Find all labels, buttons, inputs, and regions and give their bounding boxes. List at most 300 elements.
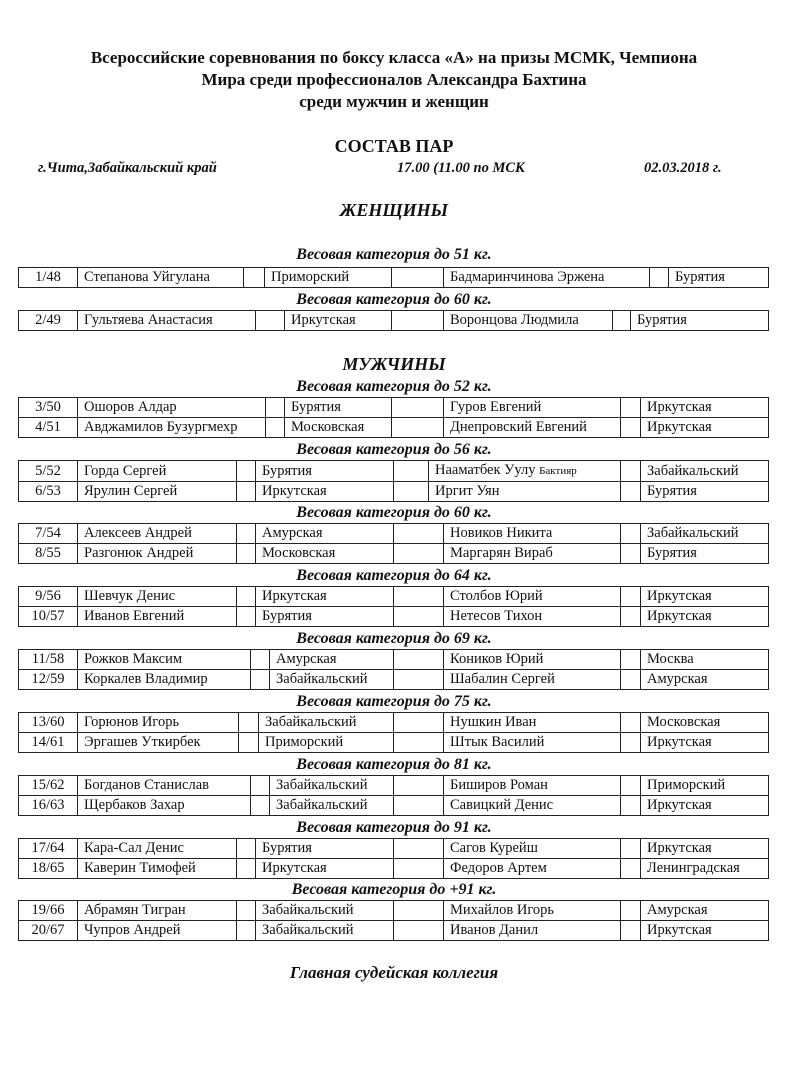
red-corner-name-text: Щербаков Захар <box>84 797 185 813</box>
spacer-cell <box>266 398 285 418</box>
bout-number <box>19 398 78 418</box>
red-corner-region <box>256 587 394 607</box>
weight-category-label: Весовая категория до 75 кг. <box>296 693 492 710</box>
pairs-table <box>18 649 769 690</box>
spacer-cell <box>394 733 444 753</box>
bout-number <box>19 713 78 733</box>
bout-number <box>19 482 78 502</box>
bout-number-text: 9/56 <box>35 588 61 604</box>
red-corner-name-text: Чупров Андрей <box>84 922 181 938</box>
blue-corner-name-text: Нетесов Тихон <box>450 608 543 624</box>
blue-corner-region <box>641 398 769 418</box>
red-corner-name-text: Богданов Станислав <box>84 777 209 793</box>
date: 02.03.2018 г. <box>644 160 722 176</box>
blue-corner-region-text: Иркутская <box>647 922 712 938</box>
spacer-cell <box>237 461 256 482</box>
blue-corner-name-text: Бадмаринчинова Эржена <box>450 269 605 285</box>
red-corner-name <box>78 524 237 544</box>
red-corner-region-text: Приморский <box>265 734 344 750</box>
blue-corner-region-text: Забайкальский <box>647 525 739 541</box>
bout-number <box>19 607 78 627</box>
red-corner-region-text: Бурятия <box>262 608 312 624</box>
blue-corner-name <box>444 776 621 796</box>
pair-row <box>19 650 769 670</box>
blue-corner-name-text: Иргит Уян <box>435 483 500 499</box>
spacer-cell <box>237 859 256 879</box>
blue-corner-region-text: Амурская <box>647 902 708 918</box>
blue-corner-region <box>641 482 769 502</box>
spacer-cell <box>621 839 641 859</box>
spacer-cell <box>251 650 270 670</box>
red-corner-name-text: Ярулин Сергей <box>84 483 178 499</box>
weight-category-label: Весовая категория до 81 кг. <box>296 756 492 773</box>
pairs-table <box>18 397 769 438</box>
spacer-cell <box>392 418 444 438</box>
spacer-cell <box>251 776 270 796</box>
pairs-table <box>18 267 769 288</box>
red-corner-name-text: Горюнов Игорь <box>84 714 180 730</box>
bout-number-text: 11/58 <box>31 651 65 667</box>
spacer-cell <box>394 650 444 670</box>
red-corner-name <box>78 544 237 564</box>
red-corner-region <box>256 901 394 921</box>
red-corner-region <box>259 733 394 753</box>
weight-category-label: Весовая категория до 56 кг. <box>296 441 492 458</box>
red-corner-region-text: Амурская <box>276 651 337 667</box>
blue-corner-name <box>444 859 621 879</box>
blue-corner-name-text: Штык Василий <box>450 734 545 750</box>
bout-number <box>19 670 78 690</box>
blue-corner-region-text: Бурятия <box>675 269 725 285</box>
bout-number-text: 6/53 <box>35 483 61 499</box>
pair-row <box>19 921 769 941</box>
blue-corner-name-text: Шабалин Сергей <box>450 671 555 687</box>
spacer-cell <box>394 461 429 482</box>
blue-corner-region-text: Иркутская <box>647 588 712 604</box>
bout-number <box>19 796 78 816</box>
pair-row <box>19 839 769 859</box>
blue-corner-region <box>631 311 769 331</box>
pair-row <box>19 398 769 418</box>
red-corner-name <box>78 921 237 941</box>
blue-corner-region <box>641 650 769 670</box>
pair-row <box>19 461 769 482</box>
red-corner-name-text: Абрамян Тигран <box>84 902 186 918</box>
blue-corner-region <box>641 418 769 438</box>
weight-category-label: Весовая категория до 64 кг. <box>296 567 492 584</box>
spacer-cell <box>621 607 641 627</box>
red-corner-region <box>285 418 392 438</box>
pair-row <box>19 587 769 607</box>
red-corner-name <box>78 796 251 816</box>
spacer-cell <box>394 859 444 879</box>
red-corner-region <box>270 796 394 816</box>
bout-number <box>19 461 78 482</box>
blue-corner-name <box>444 587 621 607</box>
spacer-cell <box>613 311 631 331</box>
blue-corner-region-text: Иркутская <box>647 608 712 624</box>
spacer-cell <box>237 607 256 627</box>
blue-corner-name-text: Гуров Евгений <box>450 399 542 415</box>
weight-category-label: Весовая категория до 52 кг. <box>296 378 492 395</box>
bout-number-text: 7/54 <box>35 525 61 541</box>
bout-number <box>19 650 78 670</box>
red-corner-region-text: Иркутская <box>262 860 327 876</box>
blue-corner-name-text: Нушкин Иван <box>450 714 537 730</box>
bout-number <box>19 268 78 288</box>
blue-corner-name <box>444 398 621 418</box>
weight-category-label: Весовая категория до 91 кг. <box>296 819 492 836</box>
blue-corner-region <box>641 839 769 859</box>
blue-corner-region <box>641 524 769 544</box>
red-corner-name-text: Коркалев Владимир <box>84 671 208 687</box>
spacer-cell <box>650 268 669 288</box>
pair-row <box>19 670 769 690</box>
blue-corner-name <box>444 524 621 544</box>
blue-corner-region <box>641 901 769 921</box>
blue-corner-region <box>641 587 769 607</box>
location: г.Чита,Забайкальский край <box>38 160 217 176</box>
pair-row <box>19 796 769 816</box>
pair-row <box>19 482 769 502</box>
pair-row <box>19 418 769 438</box>
blue-corner-name <box>444 650 621 670</box>
spacer-cell <box>621 776 641 796</box>
spacer-cell <box>621 461 641 482</box>
blue-corner-name-text: Иванов Данил <box>450 922 539 938</box>
blue-corner-region-text: Иркутская <box>647 840 712 856</box>
red-corner-region <box>256 524 394 544</box>
weight-category-label: Весовая категория до 51 кг. <box>296 246 492 263</box>
blue-corner-name-text: Михайлов Игорь <box>450 902 555 918</box>
red-corner-name-text: Иванов Евгений <box>84 608 185 624</box>
red-corner-region-text: Приморский <box>271 269 350 285</box>
red-corner-region-text: Забайкальский <box>262 922 354 938</box>
bout-number <box>19 587 78 607</box>
blue-corner-name <box>444 544 621 564</box>
judges-panel-signature: Главная судейская коллегия <box>289 963 499 982</box>
pairs-table <box>18 775 769 816</box>
blue-corner-region <box>641 733 769 753</box>
title-line-2: Мира среди профессионалов Александра Бахтина <box>201 70 587 89</box>
red-corner-region <box>259 713 394 733</box>
red-corner-name-text: Рожков Максим <box>84 651 183 667</box>
spacer-cell <box>394 776 444 796</box>
red-corner-region-text: Забайкальский <box>276 797 368 813</box>
red-corner-region-text: Амурская <box>262 525 323 541</box>
blue-corner-name <box>444 268 650 288</box>
blue-corner-region-text: Бурятия <box>637 312 687 328</box>
weight-category-label: Весовая категория до +91 кг. <box>291 881 497 898</box>
section-men: МУЖЧИНЫ <box>342 354 446 374</box>
red-corner-name-text: Авджамилов Бузургмехр <box>84 419 238 435</box>
blue-corner-region-text: Забайкальский <box>647 462 739 479</box>
red-corner-name <box>78 311 256 331</box>
pairs-table <box>18 523 769 564</box>
spacer-cell <box>394 524 444 544</box>
blue-corner-name-extra: Бактияр <box>539 465 577 477</box>
red-corner-region <box>256 921 394 941</box>
spacer-cell <box>394 587 444 607</box>
pairs-table <box>18 712 769 753</box>
spacer-cell <box>251 670 270 690</box>
red-corner-name <box>78 607 237 627</box>
weight-category-label: Весовая категория до 69 кг. <box>296 630 492 647</box>
spacer-cell <box>237 921 256 941</box>
red-corner-name-text: Гультяева Анастасия <box>84 312 213 328</box>
document-title: СОСТАВ ПАР <box>334 136 454 156</box>
red-corner-name-text: Шевчук Денис <box>84 588 176 604</box>
bout-number-text: 20/67 <box>31 922 65 938</box>
blue-corner-name-text: Столбов Юрий <box>450 588 543 604</box>
red-corner-region <box>256 839 394 859</box>
spacer-cell <box>621 587 641 607</box>
red-corner-region-text: Забайкальский <box>262 902 354 918</box>
blue-corner-name-text: Биширов Роман <box>450 777 548 793</box>
red-corner-region <box>256 607 394 627</box>
pairs-table <box>18 310 769 331</box>
blue-corner-region-text: Приморский <box>647 777 726 793</box>
red-corner-name-text: Алексеев Андрей <box>84 525 192 541</box>
weight-category-label: Весовая категория до 60 кг. <box>296 504 492 521</box>
red-corner-region-text: Иркутская <box>262 588 327 604</box>
red-corner-name <box>78 398 266 418</box>
section-women: ЖЕНЩИНЫ <box>339 200 449 220</box>
blue-corner-region-text: Иркутская <box>647 399 712 415</box>
bout-number <box>19 418 78 438</box>
spacer-cell <box>237 587 256 607</box>
spacer-cell <box>392 398 444 418</box>
spacer-cell <box>394 544 444 564</box>
spacer-cell <box>239 713 259 733</box>
title-line-1: Всероссийские соревнования по боксу класса «А» на призы МСМК, Чемпиона <box>90 48 698 67</box>
spacer-cell <box>621 650 641 670</box>
blue-corner-name-text: Новиков Никита <box>450 525 553 541</box>
blue-corner-name <box>444 713 621 733</box>
blue-corner-region <box>641 796 769 816</box>
red-corner-name <box>78 650 251 670</box>
red-corner-name <box>78 733 239 753</box>
bout-number <box>19 311 78 331</box>
red-corner-name <box>78 670 251 690</box>
red-corner-region <box>270 650 394 670</box>
title-line-3: среди мужчин и женщин <box>299 92 489 111</box>
red-corner-region-text: Бурятия <box>291 399 341 415</box>
red-corner-region-text: Забайкальский <box>265 714 357 730</box>
blue-corner-region-text: Бурятия <box>647 545 697 561</box>
red-corner-name <box>78 587 237 607</box>
blue-corner-region-text: Московская <box>647 714 721 730</box>
spacer-cell <box>621 398 641 418</box>
red-corner-region-text: Иркутская <box>291 312 356 328</box>
red-corner-region-text: Забайкальский <box>276 671 368 687</box>
blue-corner-region <box>641 921 769 941</box>
red-corner-region-text: Бурятия <box>262 840 312 856</box>
red-corner-name-text: Горда Сергей <box>84 462 167 479</box>
red-corner-name-text: Разгонюк Андрей <box>84 545 194 561</box>
bout-number-text: 13/60 <box>31 714 65 730</box>
competition-title <box>0 47 788 113</box>
blue-corner-region-text: Бурятия <box>647 483 697 499</box>
spacer-cell <box>237 839 256 859</box>
red-corner-region <box>256 461 394 482</box>
red-corner-name <box>78 776 251 796</box>
blue-corner-name <box>429 461 621 482</box>
red-corner-region <box>270 670 394 690</box>
red-corner-region <box>270 776 394 796</box>
spacer-cell <box>394 713 444 733</box>
blue-corner-name-text: Нааматбек Уулу <box>435 462 536 478</box>
pair-row <box>19 524 769 544</box>
spacer-cell <box>251 796 270 816</box>
spacer-cell <box>237 901 256 921</box>
spacer-cell <box>621 713 641 733</box>
bout-number-text: 5/52 <box>35 462 61 479</box>
spacer-cell <box>621 544 641 564</box>
spacer-cell <box>621 859 641 879</box>
bout-number <box>19 921 78 941</box>
blue-corner-region-text: Иркутская <box>647 419 712 435</box>
blue-corner-name-text: Днепровский Евгений <box>450 419 587 435</box>
blue-corner-name <box>444 839 621 859</box>
red-corner-region <box>256 482 394 502</box>
bout-number <box>19 524 78 544</box>
blue-corner-region <box>641 713 769 733</box>
spacer-cell <box>621 670 641 690</box>
blue-corner-name-text: Сагов Курейш <box>450 840 538 856</box>
bout-number <box>19 776 78 796</box>
bout-number-text: 12/59 <box>31 671 65 687</box>
spacer-cell <box>394 482 429 502</box>
blue-corner-region-text: Москва <box>647 651 694 667</box>
red-corner-name <box>78 268 244 288</box>
blue-corner-region <box>641 544 769 564</box>
blue-corner-region <box>641 670 769 690</box>
pair-row <box>19 901 769 921</box>
pair-row <box>19 733 769 753</box>
blue-corner-region-text: Ленинградская <box>647 860 740 876</box>
bout-number-text: 18/65 <box>31 860 65 876</box>
spacer-cell <box>239 733 259 753</box>
pair-row <box>19 544 769 564</box>
red-corner-name <box>78 859 237 879</box>
red-corner-region <box>256 859 394 879</box>
blue-corner-region-text: Иркутская <box>647 734 712 750</box>
red-corner-name <box>78 901 237 921</box>
pair-row <box>19 776 769 796</box>
pairs-table <box>18 900 769 941</box>
spacer-cell <box>237 524 256 544</box>
blue-corner-name-text: Маргарян Вираб <box>450 545 553 561</box>
bout-number-text: 2/49 <box>35 312 61 328</box>
bout-number-text: 10/57 <box>31 608 65 624</box>
pairs-table <box>18 460 769 502</box>
blue-corner-region <box>641 776 769 796</box>
bout-number-text: 17/64 <box>31 840 65 856</box>
spacer-cell <box>621 418 641 438</box>
bout-number-text: 14/61 <box>31 734 65 750</box>
red-corner-name-text: Каверин Тимофей <box>84 860 196 876</box>
bout-number <box>19 839 78 859</box>
red-corner-region <box>285 398 392 418</box>
bout-number-text: 8/55 <box>35 545 61 561</box>
spacer-cell <box>394 839 444 859</box>
blue-corner-region <box>641 859 769 879</box>
blue-corner-region <box>669 268 769 288</box>
red-corner-region-text: Московская <box>262 545 336 561</box>
blue-corner-region-text: Иркутская <box>647 797 712 813</box>
bout-number <box>19 733 78 753</box>
bout-number-text: 16/63 <box>31 797 65 813</box>
spacer-cell <box>392 268 444 288</box>
spacer-cell <box>237 482 256 502</box>
red-corner-region <box>285 311 392 331</box>
blue-corner-name <box>444 311 613 331</box>
blue-corner-name <box>444 733 621 753</box>
blue-corner-name-text: Воронцова Людмила <box>450 312 579 328</box>
spacer-cell <box>266 418 285 438</box>
blue-corner-name-text: Федоров Артем <box>450 860 547 876</box>
spacer-cell <box>237 544 256 564</box>
red-corner-name <box>78 839 237 859</box>
bout-number <box>19 859 78 879</box>
bout-number <box>19 544 78 564</box>
spacer-cell <box>392 311 444 331</box>
spacer-cell <box>394 901 444 921</box>
red-corner-name <box>78 461 237 482</box>
spacer-cell <box>244 268 265 288</box>
blue-corner-name-text: Савицкий Денис <box>450 797 554 813</box>
red-corner-region-text: Иркутская <box>262 483 327 499</box>
pair-row <box>19 268 769 288</box>
red-corner-name <box>78 418 266 438</box>
blue-corner-name <box>444 607 621 627</box>
pair-row <box>19 713 769 733</box>
red-corner-region-text: Бурятия <box>262 462 312 479</box>
pair-row <box>19 607 769 627</box>
red-corner-name-text: Кара-Сал Денис <box>84 840 184 856</box>
spacer-cell <box>621 482 641 502</box>
spacer-cell <box>621 524 641 544</box>
blue-corner-name <box>429 482 621 502</box>
bout-number-text: 3/50 <box>35 399 61 415</box>
blue-corner-name <box>444 921 621 941</box>
red-corner-region <box>256 544 394 564</box>
red-corner-name-text: Ошоров Алдар <box>84 399 177 415</box>
spacer-cell <box>621 733 641 753</box>
blue-corner-region <box>641 461 769 482</box>
red-corner-region-text: Забайкальский <box>276 777 368 793</box>
red-corner-region-text: Московская <box>291 419 365 435</box>
pair-row <box>19 859 769 879</box>
bout-number-text: 1/48 <box>35 269 61 285</box>
spacer-cell <box>394 796 444 816</box>
pairs-table <box>18 586 769 627</box>
bout-number-text: 19/66 <box>31 902 65 918</box>
blue-corner-name <box>444 670 621 690</box>
pairs-table <box>18 838 769 879</box>
spacer-cell <box>394 921 444 941</box>
blue-corner-name <box>444 901 621 921</box>
bout-number-text: 15/62 <box>31 777 65 793</box>
red-corner-region <box>265 268 392 288</box>
weight-category-label: Весовая категория до 60 кг. <box>296 291 492 308</box>
blue-corner-name-text: Коников Юрий <box>450 651 544 667</box>
blue-corner-name <box>444 796 621 816</box>
spacer-cell <box>621 901 641 921</box>
spacer-cell <box>621 796 641 816</box>
pair-row <box>19 311 769 331</box>
